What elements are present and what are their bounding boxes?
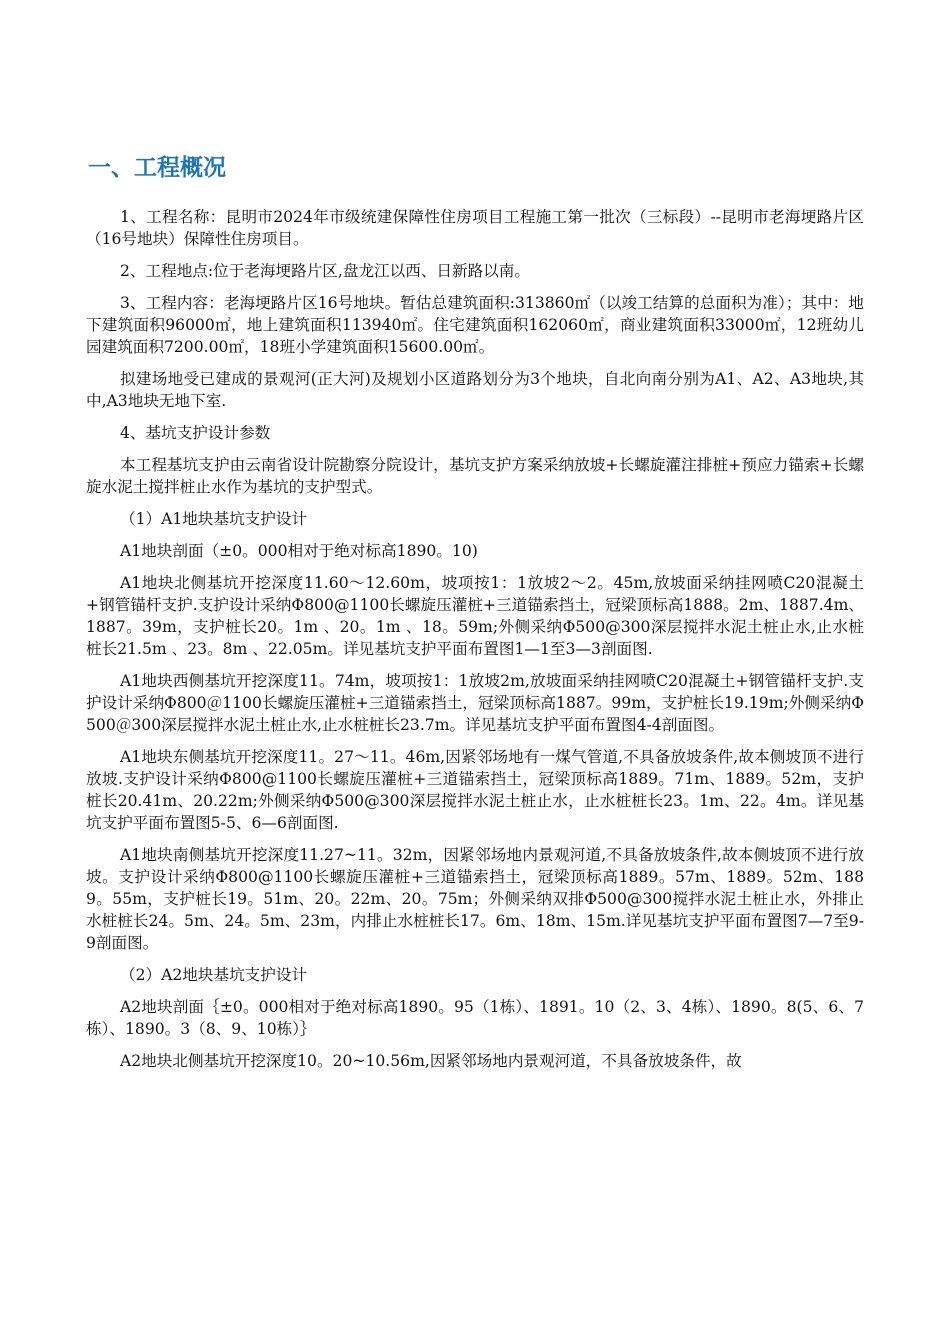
- paragraph-site-division: 拟建场地受已建成的景观河(正大河)及规划小区道路划分为3个地块，自北向南分别为A1、A2、A3地块,其中,A3地块无地下室.: [86, 370, 864, 410]
- section-heading: 一、工程概况: [88, 155, 226, 181]
- paragraph-project-content: 3、工程内容：老海埂路片区16号地块。暂估总建筑面积:313860㎡（以竣工结算的总面积为准）；其中：地下建筑面积96000㎡，地上建筑面积113940㎡。住宅建筑面积162060㎡，商业建筑面积33000㎡，12班幼儿园建筑面积7200.00㎡，18班小学建筑面积15600.00㎡。: [86, 294, 864, 356]
- paragraph-support-params-title: 4、基坑支护设计参数: [120, 424, 271, 442]
- paragraph-a1-north: A1地块北侧基坑开挖深度11.60～12.60m，坡项按1：1放坡2～2。45m,放坡面采纳挂网喷C20混凝土+钢管锚杆支护.支护设计采纳Φ800@1100长螺旋压灌桩+三道锚索挡土，冠梁顶标高1888。2m、1887.4m、1887。39m，支护桩长20。1m 、20。1m 、18。59m;外侧采纳Φ500@300深层搅拌水泥土桩止水,止水桩桩长21.5m 、23。8m 、22.05m。详见基坑支护平面布置图1—1至3—3剖面图.: [86, 574, 864, 658]
- paragraph-support-overview: 本工程基坑支护由云南省设计院勘察分院设计，基坑支护方案采纳放坡+长螺旋灌注排桩+预应力锚索+长螺旋水泥土搅拌桩止水作为基坑的支护型式。: [86, 456, 864, 496]
- paragraph-project-location: 2、工程地点:位于老海埂路片区,盘龙江以西、日新路以南。: [120, 262, 530, 280]
- document-page: [86, 150, 864, 1082]
- paragraph-a1-west: A1地块西侧基坑开挖深度11。74m，坡项按1：1放坡2m,放坡面采纳挂网喷C20混凝土+钢管锚杆支护.支护设计采纳Φ800＠1100长螺旋压灌桩+三道锚索挡土，冠梁顶标高1887。99m，支护桩长19.19m;外侧采纳Φ500＠300深层搅拌水泥土桩止水,止水桩桩长23.7m。详见基坑支护平面布置图4-4剖面图。: [86, 672, 864, 734]
- paragraph-a1-south: A1地块南侧基坑开挖深度11.27~11。32m，因紧邻场地内景观河道,不具备放坡条件,故本侧坡顶不进行放坡。支护设计采纳Φ800@1100长螺旋压灌桩+三道锚索挡土，冠梁顶标高1889。57m、1889。52m、1889。55m，支护桩长19。51m、20。22m、20。75m；外侧采纳双排Φ500@300搅拌水泥土桩止水，外排止水桩桩长24。5m、24。5m、23m，内排止水桩桩长17。6m、18m、15m.详见基坑支护平面布置图7—7至9-9剖面图。: [86, 846, 864, 952]
- paragraph-a2-title: （2）A2地块基坑支护设计: [120, 966, 308, 984]
- paragraph-a2-section: A2地块剖面｛±0。000相对于绝对标高1890。95（1栋）、1891。10（2、3、4栋）、1890。8(5、6、7栋）、1890。3（8、9、10栋）｝: [86, 998, 864, 1038]
- paragraph-a1-title: （1）A1地块基坑支护设计: [120, 510, 308, 528]
- paragraph-project-name: 1、工程名称：昆明市2024年市级统建保障性住房项目工程施工第一批次（三标段）--昆明市老海埂路片区（16号地块）保障性住房项目。: [86, 208, 864, 248]
- paragraph-a2-north: A2地块北侧基坑开挖深度10。20~10.56m,因紧邻场地内景观河道，不具备放坡条件，故: [120, 1052, 742, 1070]
- paragraph-a1-section: A1地块剖面（±0。000相对于绝对标高1890。10): [120, 542, 478, 560]
- paragraph-a1-east: A1地块东侧基坑开挖深度11。27～11。46m,因紧邻场地有一煤气管道,不具备放坡条件,故本侧坡顶不进行放坡.支护设计采纳Φ800@1100长螺旋压灌桩+三道锚索挡土，冠梁顶标高1889。71m、1889。52m，支护桩长20.41m、20.22m;外侧采纳Φ500@300深层搅拌水泥土桩止水，止水桩桩长23。1m、22。4m。详见基坑支护平面布置图5-5、6—6剖面图.: [86, 748, 864, 832]
